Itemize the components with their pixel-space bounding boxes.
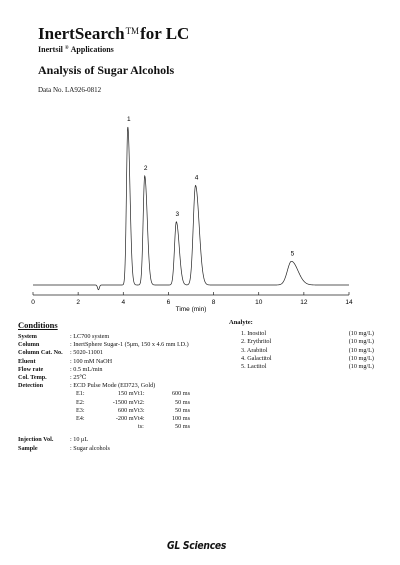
condition-row <box>18 358 190 366</box>
analyte-item <box>229 338 374 346</box>
pulse-cell: 50 ms <box>175 423 190 431</box>
analyte-name: 2. Erythritol <box>241 338 272 346</box>
condition-value: : 0.5 mL/min <box>70 365 103 373</box>
peak-label-1: 1 <box>126 116 131 123</box>
peak-label-4: 4 <box>194 174 199 182</box>
x-tick-label: 4 <box>121 299 126 306</box>
condition-row <box>18 333 190 341</box>
condition-label: Flow rate <box>18 365 44 373</box>
condition-row <box>18 374 190 382</box>
analyte-name: 3. Arabitol <box>241 346 268 354</box>
condition-label: Col. Temp. <box>18 374 47 382</box>
condition-label: Sample <box>18 444 38 452</box>
analyte-concentration: (10 mg/L) <box>348 363 374 371</box>
pulse-cell: 600 mV <box>117 406 138 414</box>
conditions-section <box>18 320 190 453</box>
x-tick-label: 6 <box>166 299 171 306</box>
pulse-cell: 150 mV <box>117 390 138 398</box>
pulse-row <box>76 415 190 423</box>
x-axis-label: Time (min) <box>175 306 207 313</box>
analyte-section <box>229 319 374 371</box>
gl-sciences-logo: GL Sciences <box>167 540 227 552</box>
pulse-row <box>76 399 190 407</box>
condition-value: : 5020-11001 <box>70 349 103 357</box>
condition-value: : ECD Pulse Mode (ED723, Gold) <box>70 382 156 390</box>
condition-label: Column <box>18 341 40 349</box>
condition-value: : 10 μL <box>70 436 89 444</box>
condition-row <box>18 366 190 374</box>
analyte-item <box>229 363 374 371</box>
condition-value: : 25℃ <box>70 374 87 382</box>
analyte-title: Analyte: <box>229 319 253 326</box>
condition-label: System <box>18 333 37 340</box>
pulse-cell <box>76 423 100 431</box>
brand-title: InertSearch™for LC <box>38 24 190 43</box>
condition-label: Eluent <box>18 357 36 365</box>
pulse-cell: -1500 mV <box>112 398 138 406</box>
analyte-concentration: (10 mg/L) <box>348 330 374 338</box>
pulse-cell: E4: <box>76 415 85 423</box>
pulse-row <box>76 423 190 431</box>
analyte-concentration: (10 mg/L) <box>348 346 374 354</box>
analyte-name: 5. Lactitol <box>241 363 267 371</box>
condition-row <box>18 445 190 453</box>
analyte-item <box>229 330 374 338</box>
pulse-cell: t3: <box>138 406 145 414</box>
pulse-cell: E3: <box>76 406 85 414</box>
sub-brand: Inertsil ® Applications <box>38 45 114 54</box>
conditions-title: Conditions <box>18 320 58 330</box>
condition-value: : Sugar alcohols <box>70 444 110 452</box>
x-tick-label: 0 <box>31 299 35 306</box>
condition-value: : LC700 system <box>70 333 110 340</box>
condition-row <box>18 341 190 349</box>
pulse-cell: 50 ms <box>175 406 190 414</box>
x-tick-label: 14 <box>345 299 353 306</box>
registered-mark: ® <box>64 46 69 51</box>
pulse-row <box>76 407 190 415</box>
condition-label: Column Cat. No. <box>18 349 63 357</box>
pulse-settings <box>18 390 190 431</box>
condition-value: : InertSphere Sugar-1 (5μm, 150 x 4.6 mm I.D.) <box>70 341 189 349</box>
condition-value: : 100 mM NaOH <box>70 357 113 365</box>
pulse-cell: -200 mV <box>115 415 138 423</box>
pulse-cell: t1: <box>138 390 145 398</box>
x-axis <box>31 292 353 306</box>
pulse-cell: 100 ms <box>171 415 190 423</box>
analyte-name: 1. Inositol <box>241 330 267 338</box>
pulse-cell: E1: <box>76 390 85 398</box>
pulse-cell: E2: <box>76 398 85 406</box>
x-tick-label: 2 <box>76 299 80 306</box>
condition-row <box>18 349 190 357</box>
x-tick-label: 10 <box>255 299 263 306</box>
peak-label-3: 3 <box>175 210 180 218</box>
peak-label-5: 5 <box>290 250 295 258</box>
pulse-cell: 50 ms <box>175 398 190 406</box>
peak-label-2: 2 <box>143 164 148 172</box>
page-title: Analysis of Sugar Alcohols <box>38 63 175 77</box>
chromatogram-trace <box>33 127 349 290</box>
condition-label: Injection Vol. <box>18 436 54 444</box>
analyte-concentration: (10 mg/L) <box>348 354 374 362</box>
pulse-cell: ts: <box>138 423 144 431</box>
pulse-cell <box>100 423 138 431</box>
condition-row <box>18 382 190 390</box>
analyte-item <box>229 347 374 355</box>
analyte-item <box>229 355 374 363</box>
analyte-name: 4. Galactitol <box>241 354 272 362</box>
peak-labels <box>127 116 295 257</box>
x-tick-label: 8 <box>211 299 216 306</box>
data-number: Data No. LA926-0812 <box>38 86 102 94</box>
trademark-mark: TM <box>125 26 140 36</box>
analyte-concentration: (10 mg/L) <box>348 338 374 346</box>
condition-label: Detection <box>18 382 44 390</box>
condition-row <box>18 436 190 444</box>
x-tick-label: 12 <box>300 299 308 306</box>
pulse-cell: t2: <box>138 398 145 406</box>
pulse-row <box>76 390 190 398</box>
pulse-cell: t4: <box>138 415 145 423</box>
pulse-cell: 600 ms <box>171 390 190 398</box>
